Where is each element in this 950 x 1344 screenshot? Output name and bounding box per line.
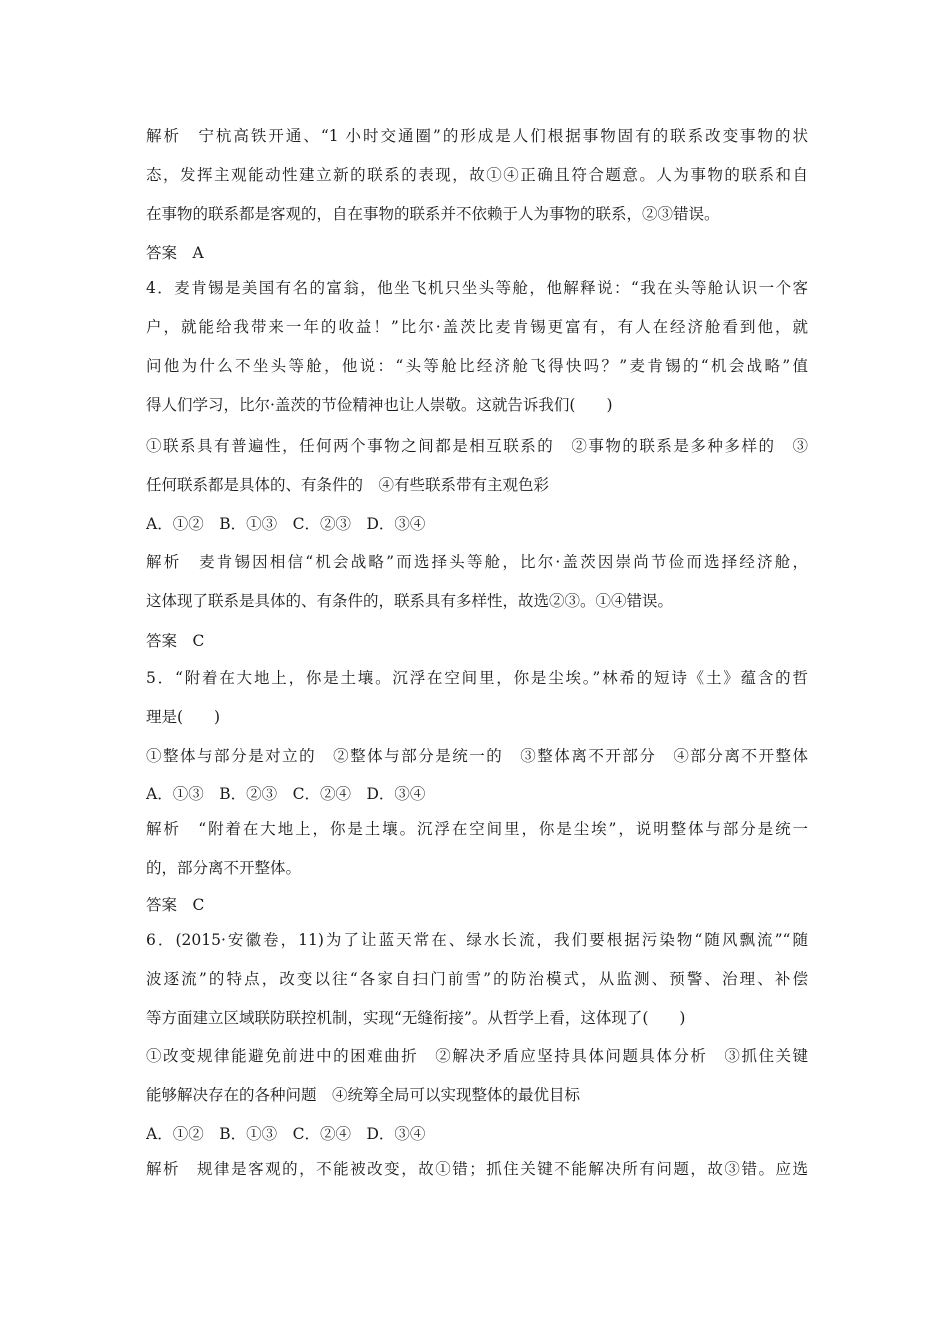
question-4-line-3: 问他为什么不坐头等舱，他说：“头等舱比经济舱飞得快吗？”麦肯锡的“机会战略”值 [146, 357, 808, 375]
analysis-3-line-2: 态，发挥主观能动性建立新的联系的表现，故①④正确且符合题意。人为事物的联系和自 [146, 166, 808, 184]
statements-4-line-2: 任何联系都是具体的、有条件的 ④有些联系带有主观色彩 [146, 476, 550, 494]
answer-5-line-1: 答案 C [146, 896, 205, 914]
analysis-3-line-3: 在事物的联系都是客观的，自在事物的联系并不依赖于人为事物的联系，②③错误。 [146, 205, 720, 223]
statements-5-line-1: ①整体与部分是对立的 ②整体与部分是统一的 ③整体离不开部分 ④部分离不开整体 [146, 747, 808, 765]
statements-6-line-1: ①改变规律能避免前进中的困难曲折 ②解决矛盾应坚持具体问题具体分析 ③抓住关键 [146, 1047, 808, 1065]
question-4-line-4: 得人们学习，比尔·盖茨的节俭精神也让人崇敬。这就告诉我们( ) [146, 396, 613, 414]
analysis-4-line-1: 解析 麦肯锡因相信“机会战略”而选择头等舱，比尔·盖茨因崇尚节俭而选择经济舱， [146, 553, 808, 571]
question-4-line-1: 4．麦肯锡是美国有名的富翁，他坐飞机只坐头等舱，他解释说：“我在头等舱认识一个客 [146, 279, 808, 297]
statements-6-line-2: 能够解决存在的各种问题 ④统筹全局可以实现整体的最优目标 [146, 1086, 581, 1104]
answer-3-line-1: 答案 A [146, 244, 204, 262]
answer-4-line-1: 答案 C [146, 632, 205, 650]
analysis-5-line-2: 的，部分离不开整体。 [146, 859, 302, 877]
question-6-line-3: 等方面建立区域联防联控机制，实现“无缝衔接”。从哲学上看，这体现了( ) [146, 1009, 686, 1027]
question-6-line-1: 6．(2015·安徽卷，11)为了让蓝天常在、绿水长流，我们要根据污染物“随风飘流”“随 [146, 931, 808, 949]
analysis-4-line-2: 这体现了联系是具体的、有条件的，联系具有多样性，故选②③。①④错误。 [146, 592, 674, 610]
analysis-5-line-1: 解析 “附着在大地上，你是土壤。沉浮在空间里，你是尘埃”，说明整体与部分是统一 [146, 820, 808, 838]
options-5-line-1: A．①③ B．②③ C．②④ D．③④ [146, 785, 426, 803]
options-6-line-1: A．①② B．①③ C．②④ D．③④ [146, 1125, 426, 1143]
analysis-3-line-1: 解析 宁杭高铁开通、“1 小时交通圈”的形成是人们根据事物固有的联系改变事物的状 [146, 127, 808, 145]
options-4-line-1: A．①② B．①③ C．②③ D．③④ [146, 515, 426, 533]
question-5-line-2: 理是( ) [146, 708, 221, 726]
analysis-6-line-1: 解析 规律是客观的，不能被改变，故①错；抓住关键不能解决所有问题，故③错。应选 [146, 1160, 808, 1178]
question-6-line-2: 波逐流”的特点，改变以往“各家自扫门前雪”的防治模式，从监测、预警、治理、补偿 [146, 970, 808, 988]
question-4-line-2: 户，就能给我带来一年的收益！”比尔·盖茨比麦肯锡更富有，有人在经济舱看到他，就 [146, 318, 808, 336]
statements-4-line-1: ①联系具有普遍性，任何两个事物之间都是相互联系的 ②事物的联系是多种多样的 ③ [146, 437, 808, 455]
question-5-line-1: 5．“附着在大地上，你是土壤。沉浮在空间里，你是尘埃。”林希的短诗《土》蕴含的哲 [146, 669, 808, 687]
